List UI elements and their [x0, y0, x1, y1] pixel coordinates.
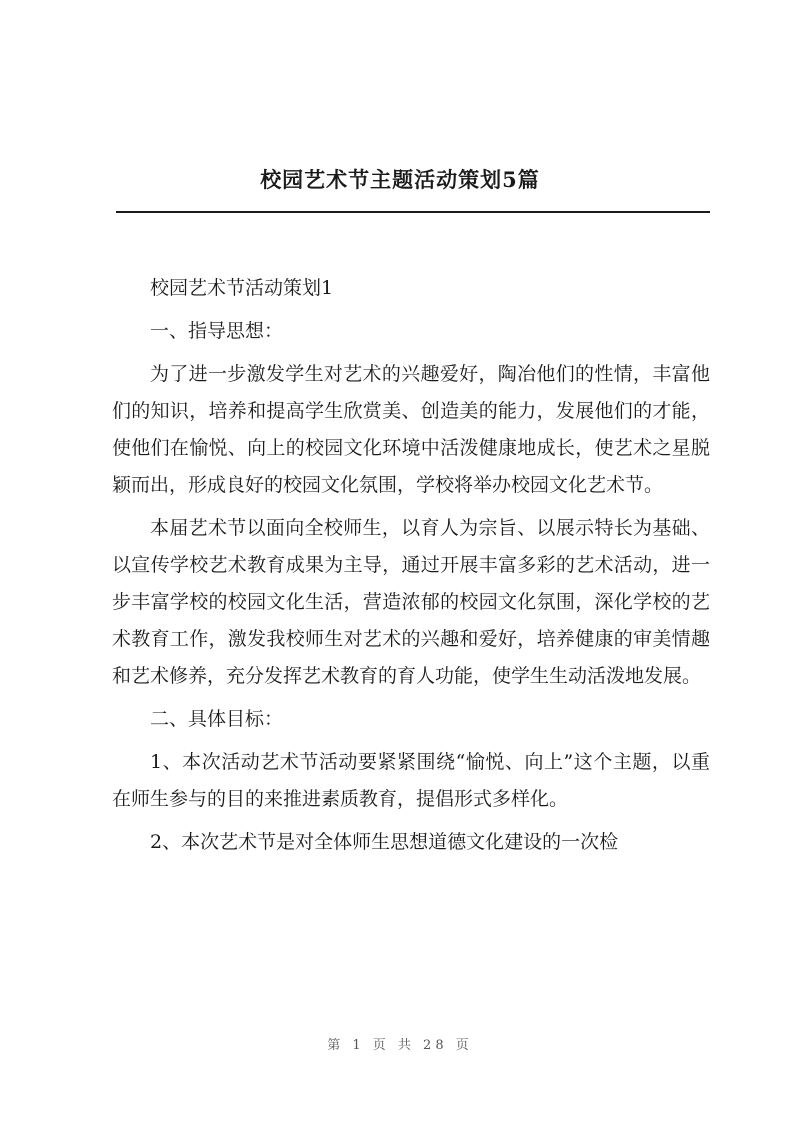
section-heading: 校园艺术节活动策划1 [150, 277, 334, 299]
document-title: 校园艺术节主题活动策划5篇 [260, 167, 540, 192]
body-paragraph: 本届艺术节以面向全校师生，以育人为宗旨、以展示特长为基础、以宣传学校艺术教育成果为主导，通过开展丰富多彩的艺术活动，进一步丰富学校的校园文化生活，营造浓郁的校园文化氛围，深化学校的艺术教育工作，激发我校师生对艺术的兴趣和爱好，培养健康的审美情趣和艺术修养，充分发挥艺术教育的育人功能，使学生生动活泼地发展。 [112, 517, 710, 687]
body-paragraph: 1、本次活动艺术节活动要紧紧围绕“愉悦、向上”这个主题，以重在师生参与的目的来推进素质教育，提倡形式多样化。 [112, 751, 710, 810]
subheading-guiding-ideology: 一、指导思想： [150, 320, 284, 342]
body-paragraph: 为了进一步激发学生对艺术的兴趣爱好，陶冶他们的性情，丰富他们的知识，培养和提高学生欣赏美、创造美的能力，发展他们的才能，使他们在愉悦、向上的校园文化环境中活泼健康地成长，使艺术之星脱颖而出，形成良好的校园文化氛围，学校将举办校园文化艺术节。 [112, 363, 710, 496]
title-underline [116, 211, 710, 213]
subheading-specific-goals: 二、具体目标： [150, 708, 284, 730]
body-paragraph: 2、本次艺术节是对全体师生思想道德文化建设的一次检 [150, 831, 619, 853]
document-body [112, 270, 710, 867]
page-number-footer: 第 1 页 共 28 页 [327, 1038, 473, 1053]
